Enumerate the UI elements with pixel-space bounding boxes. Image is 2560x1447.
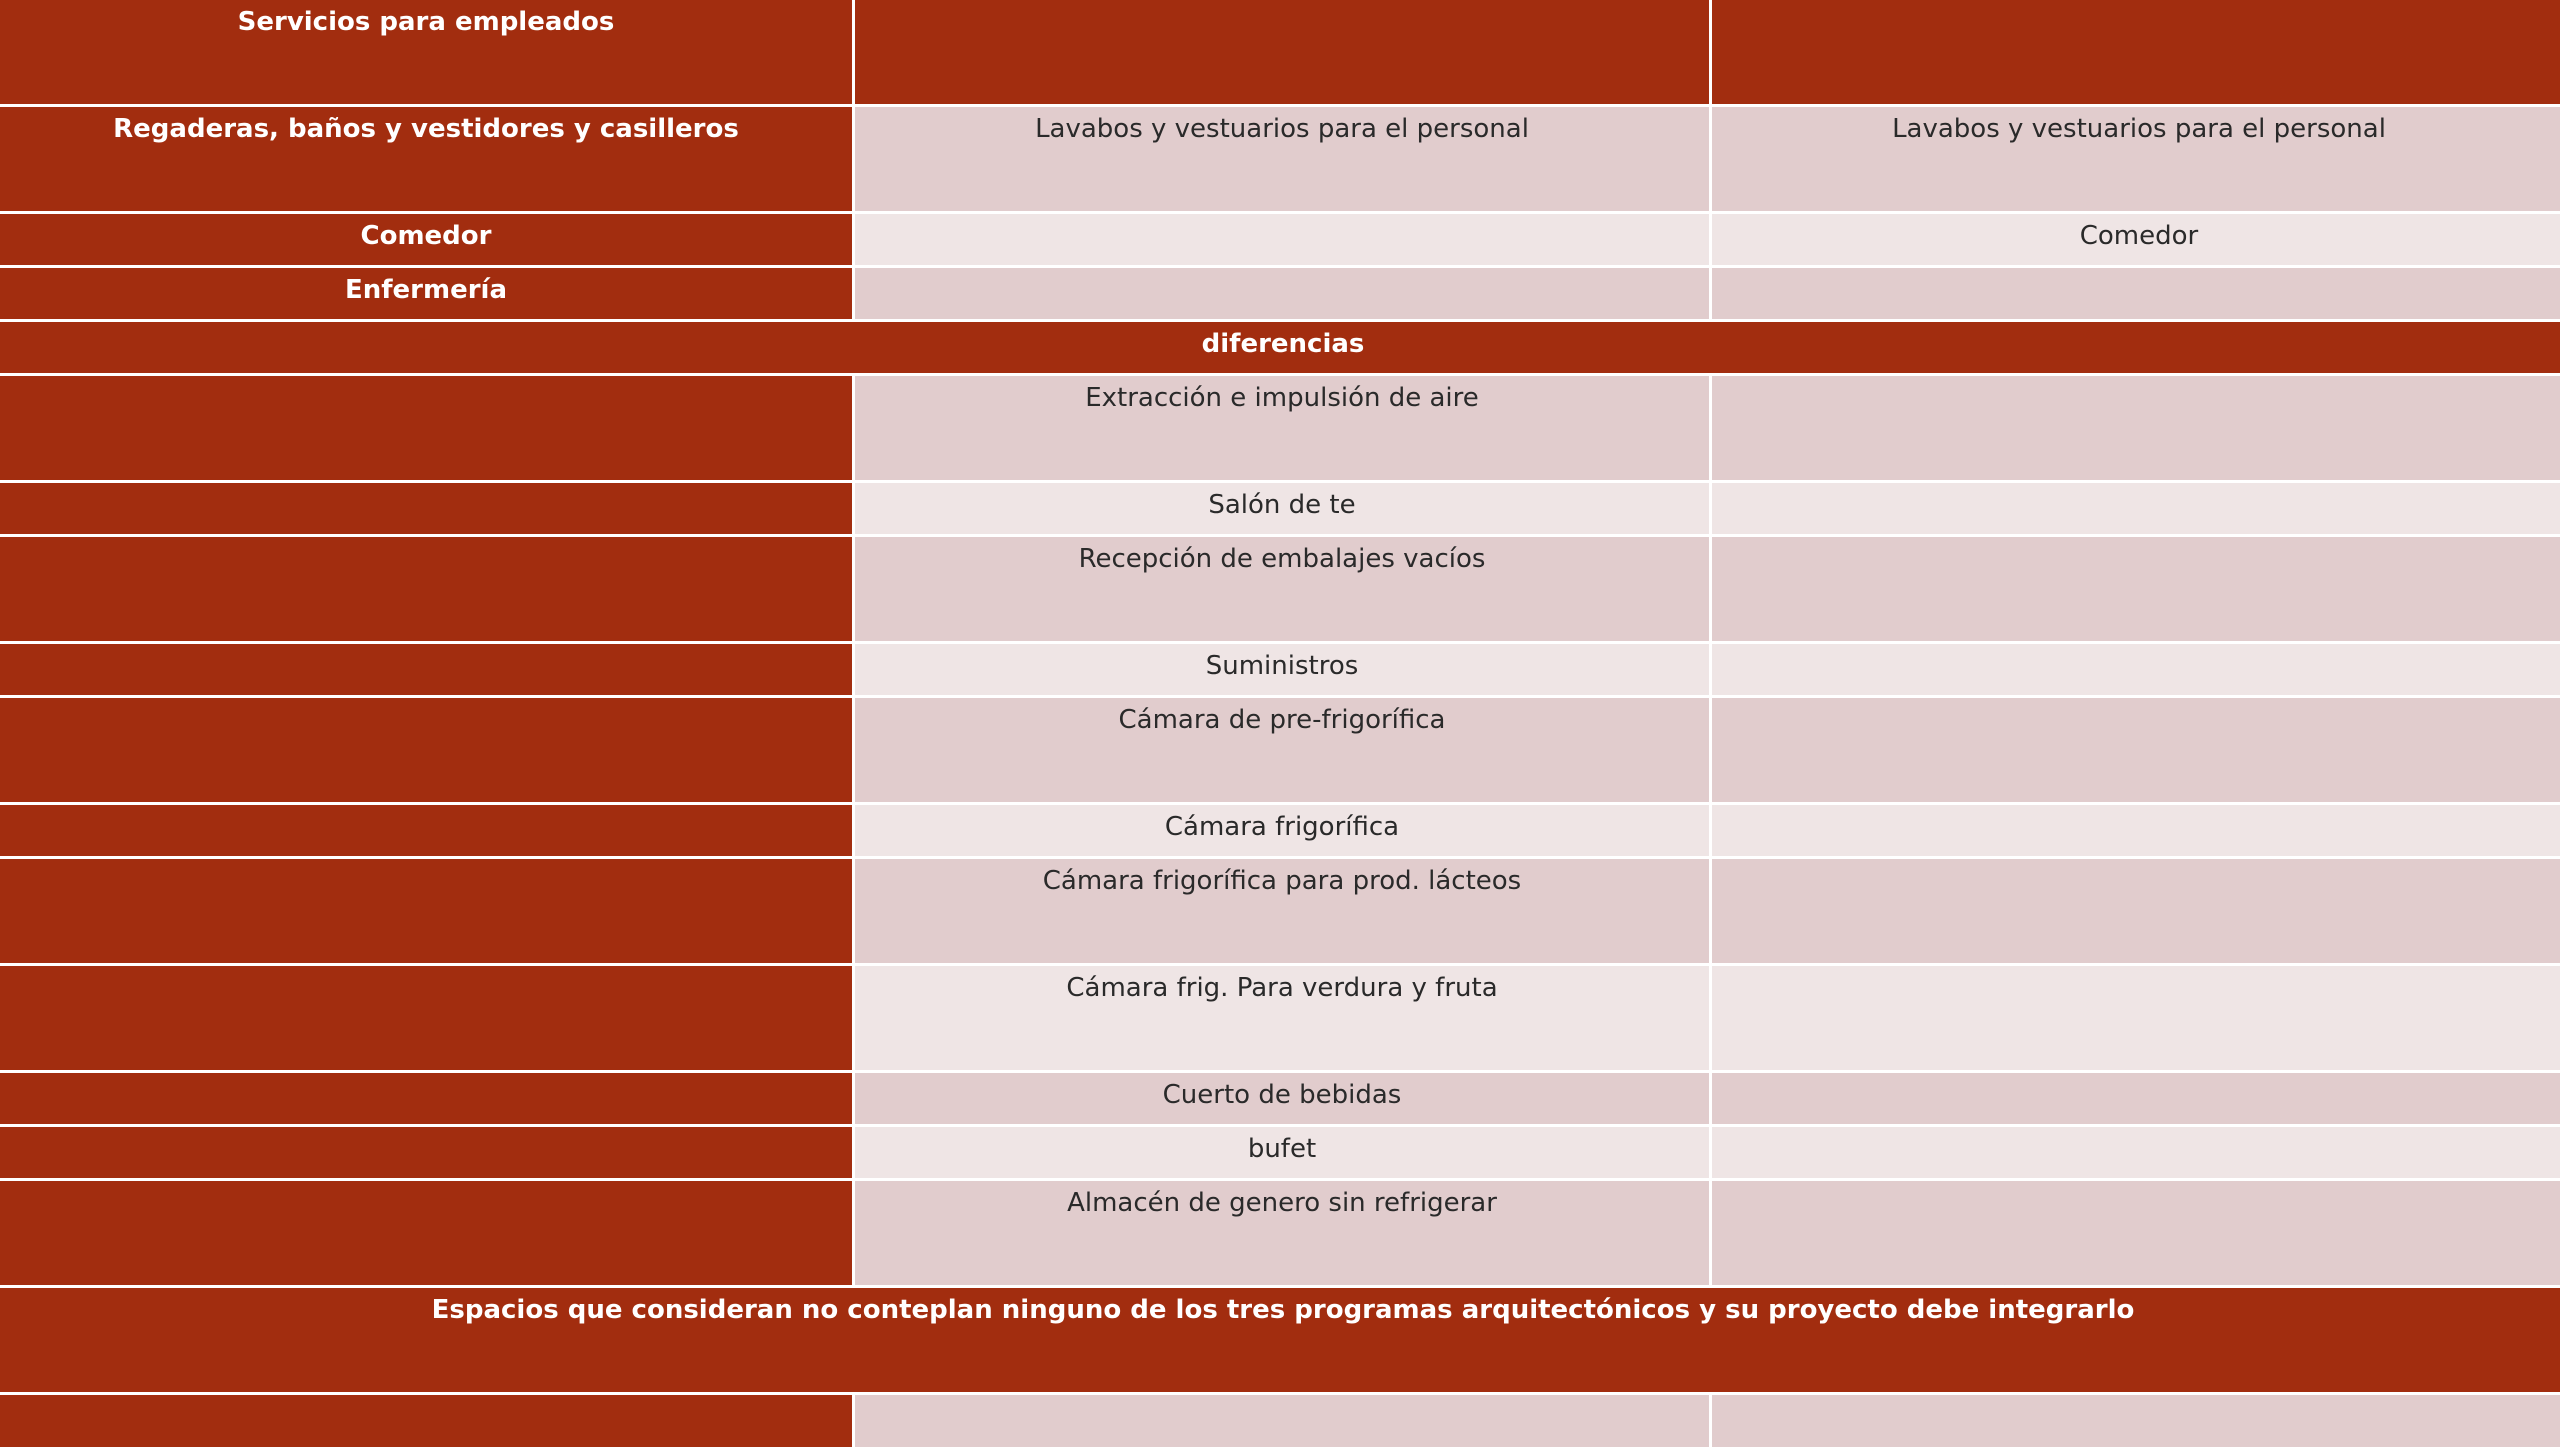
header-cell-program-3 <box>1712 0 2560 104</box>
diff-row-label <box>0 644 852 695</box>
row-label-dining: Comedor <box>0 214 852 265</box>
diff-row-cell-col2: Suministros <box>855 644 1709 695</box>
diff-row-label <box>0 1073 852 1124</box>
row-cell-dining-col2 <box>855 214 1709 265</box>
diff-row-label <box>0 859 852 963</box>
diff-row-cell-col2: Cámara frigorífica para prod. lácteos <box>855 859 1709 963</box>
diff-row-label <box>0 537 852 641</box>
diff-row-cell-col3 <box>1712 376 2560 480</box>
diff-row-label <box>0 805 852 856</box>
diff-row-label <box>0 1181 852 1285</box>
diff-row-label <box>0 966 852 1070</box>
diff-row-cell-col3 <box>1712 1181 2560 1285</box>
diff-row-cell-col2: Cámara frigorífica <box>855 805 1709 856</box>
diff-row-label <box>0 1127 852 1178</box>
diff-row-cell-col3 <box>1712 805 2560 856</box>
row-label-infirmary: Enfermería <box>0 268 852 319</box>
diff-row-cell-col3 <box>1712 483 2560 534</box>
row-cell-showers-col2: Lavabos y vestuarios para el personal <box>855 107 1709 211</box>
diff-row-cell-col2: bufet <box>855 1127 1709 1178</box>
diff-row-cell-col2: Extracción e impulsión de aire <box>855 376 1709 480</box>
row-label-showers: Regaderas, baños y vestidores y casilleros <box>0 107 852 211</box>
header-cell-services: Servicios para empleados <box>0 0 852 104</box>
differences-section-header: diferencias <box>0 322 2560 373</box>
diff-row-cell-col2: Salón de te <box>855 483 1709 534</box>
diff-row-cell-col3 <box>1712 966 2560 1070</box>
diff-row-cell-col3 <box>1712 1127 2560 1178</box>
diff-row-cell-col2: Cámara de pre-frigorífica <box>855 698 1709 802</box>
diff-row-cell-col3 <box>1712 698 2560 802</box>
diff-row-label <box>0 698 852 802</box>
diff-row-cell-col2: Recepción de embalajes vacíos <box>855 537 1709 641</box>
diff-row-label <box>0 376 852 480</box>
diff-row-cell-col2: Cámara frig. Para verdura y fruta <box>855 966 1709 1070</box>
row-cell-dining-col3: Comedor <box>1712 214 2560 265</box>
header-cell-program-2 <box>855 0 1709 104</box>
row-cell-infirmary-col3 <box>1712 268 2560 319</box>
row-cell-infirmary-col2 <box>855 268 1709 319</box>
diff-row-cell-col2: Almacén de genero sin refrigerar <box>855 1181 1709 1285</box>
diff-row-cell-col2: Cuerto de bebidas <box>855 1073 1709 1124</box>
diff-row-cell-col3 <box>1712 537 2560 641</box>
diff-row-cell-col3 <box>1712 644 2560 695</box>
diff-row-cell-col3 <box>1712 859 2560 963</box>
last-row-cell-col2 <box>855 1395 1709 1447</box>
diff-row-cell-col3 <box>1712 1073 2560 1124</box>
missing-spaces-section-header: Espacios que consideran no conteplan ninguno de los tres programas arquitectónicos y su proyecto debe integrarlo <box>0 1288 2560 1392</box>
row-cell-showers-col3: Lavabos y vestuarios para el personal <box>1712 107 2560 211</box>
last-row-label <box>0 1395 852 1447</box>
diff-row-label <box>0 483 852 534</box>
last-row-cell-col3 <box>1712 1395 2560 1447</box>
